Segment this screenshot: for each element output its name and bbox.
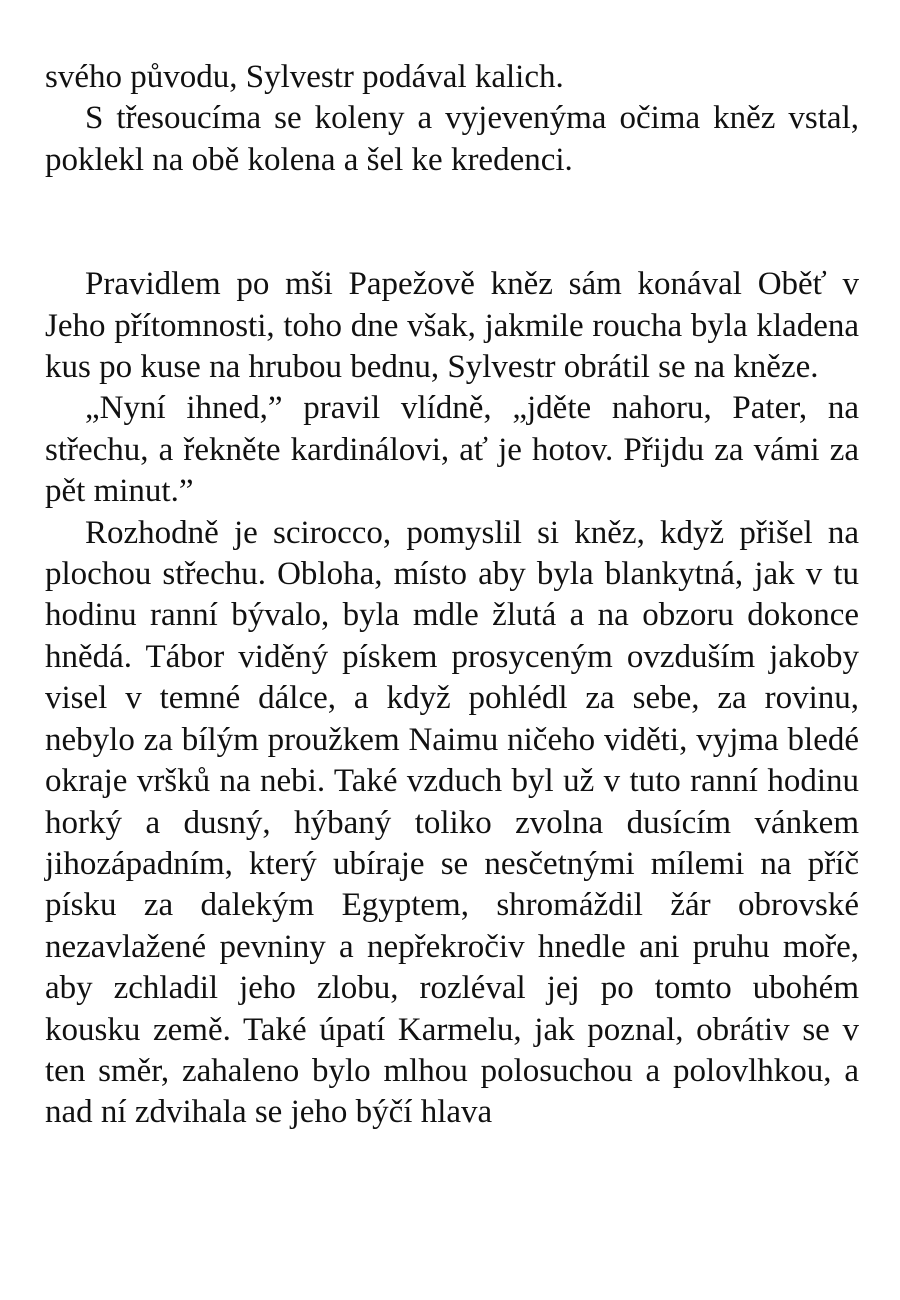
paragraph: „Nyní ihned,” pravil vlídně, „jděte nahoru, Pater, na střechu, a řekněte kardinálovi, ať je hotov. Přijdu za vámi za pět minut.” — [45, 390, 859, 510]
paragraph: Rozhodně je scirocco, pomyslil si kněz, když přišel na plochou střechu. Obloha, místo aby byla blankytná, jak v tu hodinu ranní bývalo, byla mdle žlutá a na obzoru dokonce hnědá. Tábor viděný pískem prosyceným ovzduším jakoby visel v temné dálce, a když pohlédl za sebe, za rovinu, nebylo za bílým proužkem Naimu ničeho viděti, vyjma bledé okraje vršků na nebi. Také vzduch byl už v tuto ranní hodinu horký a dusný, hýbaný toliko zvolna dusícím vánkem jihozápadním, který ubíraje se nesčetnými mílemi na příč písku za dalekým Egyptem, shromáždil žár obrovské nezavlažené pevniny a nepřekročiv hnedle ani pruhu moře, aby zchladil jeho zlobu, rozléval jej po tomto ubohém kousku země. Také úpatí Karmelu, jak poznal, obrátiv se v ten směr, zahaleno bylo mlhou polosuchou a polovlhkou, a nad ní zdvihala se jeho býčí hlava — [45, 514, 859, 1131]
section-break — [45, 181, 859, 264]
paragraph: S třesoucíma se koleny a vyjevenýma očima kněz vstal, poklekl na obě kolena a šel ke kredenci. — [45, 100, 859, 178]
book-page — [45, 57, 859, 1134]
paragraph: Pravidlem po mši Papežově kněz sám konával Oběť v Jeho přítomnosti, toho dne však, jakmile roucha byla kladena kus po kuse na hrubou bednu, Sylvestr obrátil se na kněze. — [45, 266, 859, 386]
paragraph-continuation: svého původu, Sylvestr podával kalich. — [45, 59, 564, 95]
